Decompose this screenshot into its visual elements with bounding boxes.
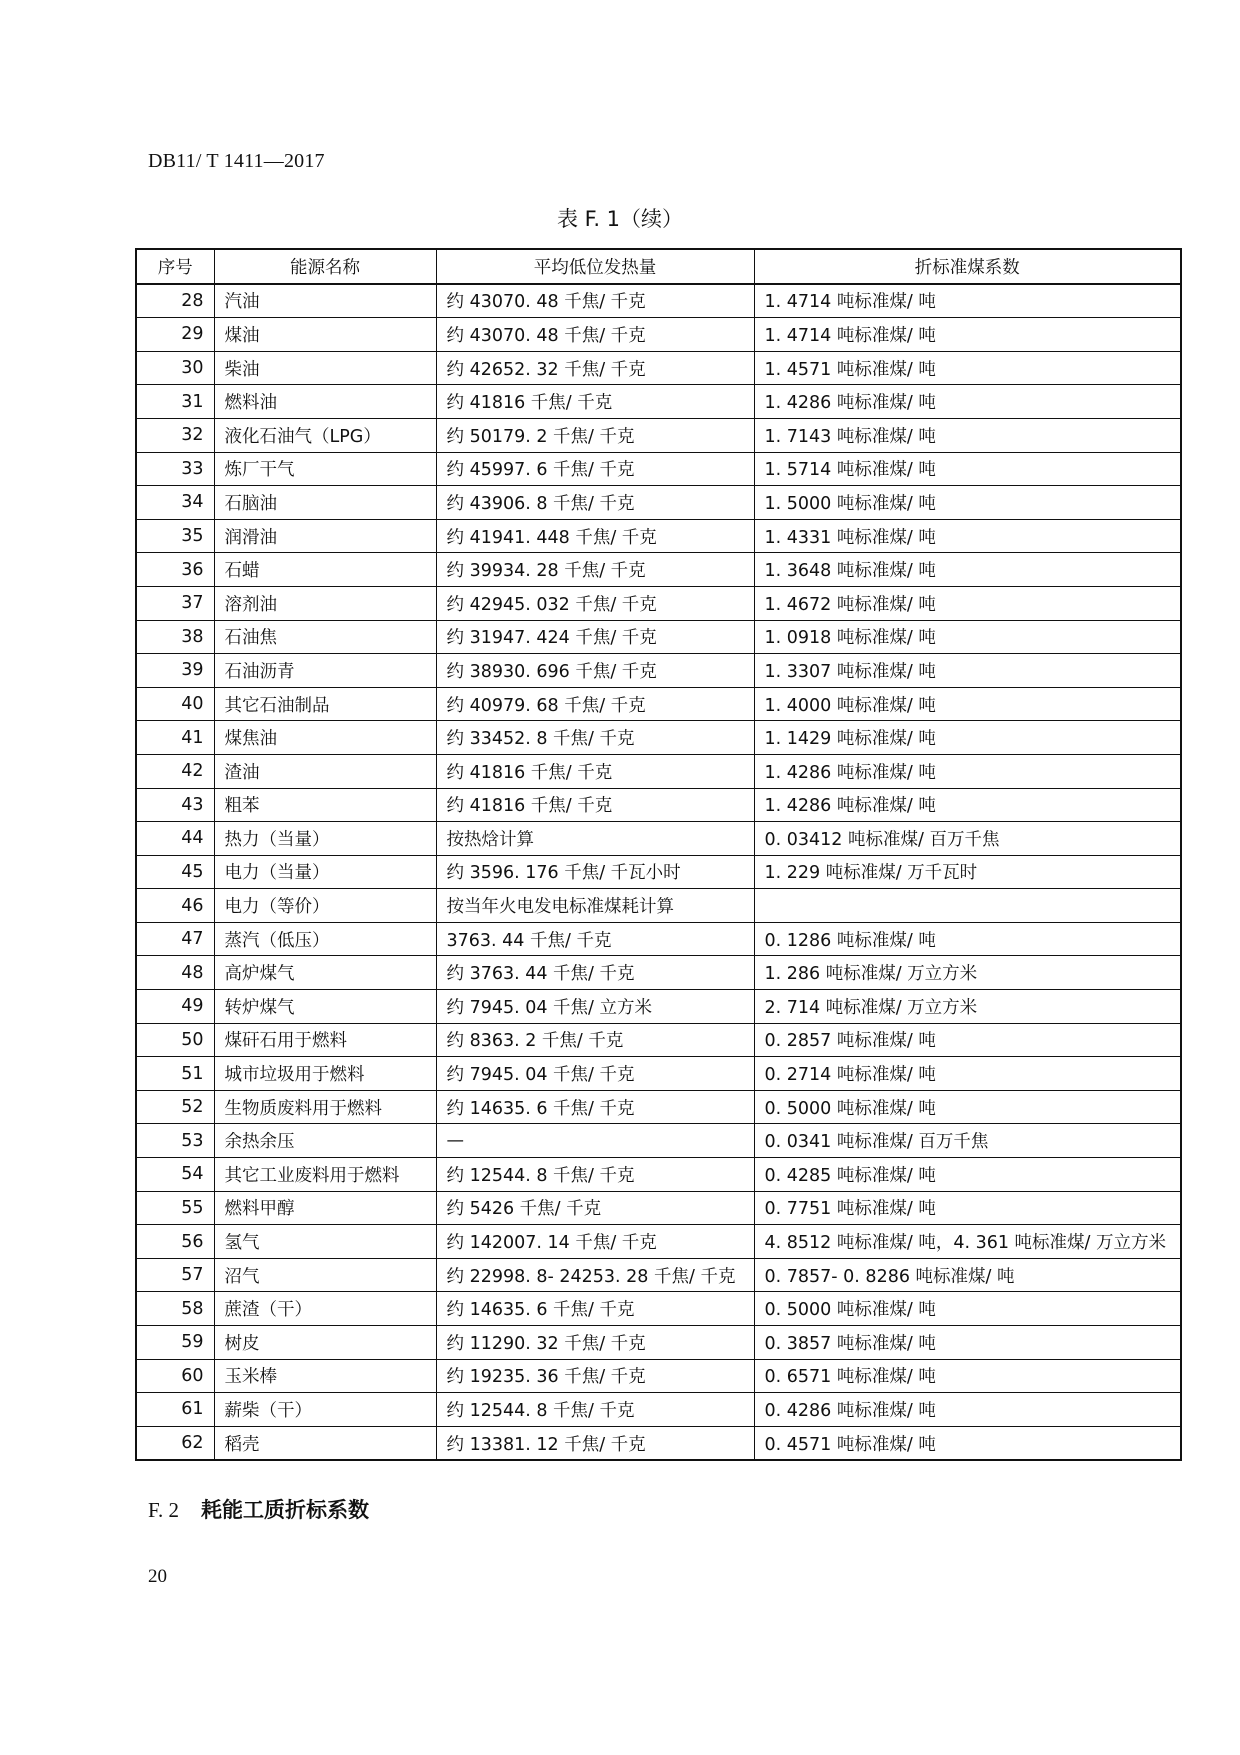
coal-coefficient-cell: 0. 7857- 0. 8286 吨标准煤/ 吨	[754, 1258, 1181, 1292]
table-row	[136, 1292, 1181, 1326]
energy-name-cell: 氢气	[214, 1225, 436, 1259]
table-row	[136, 754, 1181, 788]
table-row	[136, 586, 1181, 620]
coal-coefficient-cell: 1. 0918 吨标准煤/ 吨	[754, 620, 1181, 654]
row-index-cell: 57	[136, 1258, 214, 1292]
section-number: F. 2	[148, 1498, 179, 1522]
energy-conversion-table	[135, 248, 1182, 1461]
table-row	[136, 1258, 1181, 1292]
table-row	[136, 1426, 1181, 1460]
table-row	[136, 990, 1181, 1024]
heat-value-cell: 约 7945. 04 千焦/ 立方米	[436, 990, 754, 1024]
table-title: 表 F. 1（续）	[556, 207, 684, 231]
table-row	[136, 620, 1181, 654]
energy-name-cell: 柴油	[214, 351, 436, 385]
energy-name-cell: 蔗渣（干）	[214, 1292, 436, 1326]
row-index-cell: 44	[136, 822, 214, 856]
coal-coefficient-cell: 1. 4000 吨标准煤/ 吨	[754, 687, 1181, 721]
row-index-cell: 53	[136, 1124, 214, 1158]
heat-value-cell: —	[436, 1124, 754, 1158]
table-row	[136, 318, 1181, 352]
table-row	[136, 1057, 1181, 1091]
coal-coefficient-cell: 1. 3648 吨标准煤/ 吨	[754, 553, 1181, 587]
energy-name-cell: 转炉煤气	[214, 990, 436, 1024]
heat-value-cell: 约 22998. 8- 24253. 28 千焦/ 千克	[436, 1258, 754, 1292]
row-index-cell: 36	[136, 553, 214, 587]
coal-coefficient-cell: 1. 4672 吨标准煤/ 吨	[754, 586, 1181, 620]
heat-value-cell: 约 33452. 8 千焦/ 千克	[436, 721, 754, 755]
table-row	[136, 889, 1181, 923]
heat-value-cell: 约 42652. 32 千焦/ 千克	[436, 351, 754, 385]
heat-value-cell: 约 41941. 448 千焦/ 千克	[436, 519, 754, 553]
row-index-cell: 62	[136, 1426, 214, 1460]
row-index-cell: 28	[136, 284, 214, 318]
row-index-cell: 47	[136, 922, 214, 956]
table-row	[136, 1124, 1181, 1158]
table-row	[136, 553, 1181, 587]
row-index-cell: 39	[136, 654, 214, 688]
coal-coefficient-cell: 0. 0341 吨标准煤/ 百万千焦	[754, 1124, 1181, 1158]
table-row	[136, 452, 1181, 486]
heat-value-cell: 约 43906. 8 千焦/ 千克	[436, 486, 754, 520]
table-body	[136, 284, 1181, 1461]
row-index-cell: 61	[136, 1393, 214, 1427]
heat-value-cell: 约 31947. 424 千焦/ 千克	[436, 620, 754, 654]
row-index-cell: 29	[136, 318, 214, 352]
table-row	[136, 486, 1181, 520]
row-index-cell: 48	[136, 956, 214, 990]
column-header-coal-coefficient: 折标准煤系数	[754, 249, 1181, 284]
energy-name-cell: 沼气	[214, 1258, 436, 1292]
row-index-cell: 31	[136, 385, 214, 419]
row-index-cell: 37	[136, 586, 214, 620]
row-index-cell: 34	[136, 486, 214, 520]
heat-value-cell: 约 43070. 48 千焦/ 千克	[436, 318, 754, 352]
table-row	[136, 519, 1181, 553]
coal-coefficient-cell: 1. 5000 吨标准煤/ 吨	[754, 486, 1181, 520]
document-code: DB11/ T 1411—2017	[148, 150, 325, 172]
row-index-cell: 60	[136, 1359, 214, 1393]
energy-name-cell: 城市垃圾用于燃料	[214, 1057, 436, 1091]
heat-value-cell: 约 8363. 2 千焦/ 千克	[436, 1023, 754, 1057]
heat-value-cell: 约 41816 千焦/ 千克	[436, 385, 754, 419]
table-row	[136, 385, 1181, 419]
coal-coefficient-cell: 0. 4285 吨标准煤/ 吨	[754, 1158, 1181, 1192]
energy-name-cell: 溶剂油	[214, 586, 436, 620]
table-row	[136, 855, 1181, 889]
energy-name-cell: 粗苯	[214, 788, 436, 822]
row-index-cell: 59	[136, 1326, 214, 1360]
energy-name-cell: 煤焦油	[214, 721, 436, 755]
energy-name-cell: 石蜡	[214, 553, 436, 587]
section-title: 耗能工质折标系数	[201, 1498, 369, 1522]
coal-coefficient-cell: 1. 5714 吨标准煤/ 吨	[754, 452, 1181, 486]
heat-value-cell: 约 50179. 2 千焦/ 千克	[436, 418, 754, 452]
table-row	[136, 1225, 1181, 1259]
energy-name-cell: 玉米棒	[214, 1359, 436, 1393]
row-index-cell: 45	[136, 855, 214, 889]
energy-name-cell: 电力（等价）	[214, 889, 436, 923]
heat-value-cell: 约 19235. 36 千焦/ 千克	[436, 1359, 754, 1393]
coal-coefficient-cell: 0. 2714 吨标准煤/ 吨	[754, 1057, 1181, 1091]
row-index-cell: 38	[136, 620, 214, 654]
energy-name-cell: 石脑油	[214, 486, 436, 520]
table-row	[136, 1158, 1181, 1192]
table-row	[136, 1023, 1181, 1057]
coal-coefficient-cell: 0. 2857 吨标准煤/ 吨	[754, 1023, 1181, 1057]
heat-value-cell: 按当年火电发电标准煤耗计算	[436, 889, 754, 923]
energy-name-cell: 汽油	[214, 284, 436, 318]
table-header-row	[136, 249, 1181, 284]
table-row	[136, 788, 1181, 822]
row-index-cell: 30	[136, 351, 214, 385]
energy-name-cell: 其它工业废料用于燃料	[214, 1158, 436, 1192]
energy-name-cell: 热力（当量）	[214, 822, 436, 856]
coal-coefficient-cell: 1. 4571 吨标准煤/ 吨	[754, 351, 1181, 385]
coal-coefficient-cell: 0. 6571 吨标准煤/ 吨	[754, 1359, 1181, 1393]
table-row	[136, 351, 1181, 385]
table-row	[136, 654, 1181, 688]
heat-value-cell: 约 42945. 032 千焦/ 千克	[436, 586, 754, 620]
heat-value-cell: 约 12544. 8 千焦/ 千克	[436, 1393, 754, 1427]
coal-coefficient-cell: 1. 7143 吨标准煤/ 吨	[754, 418, 1181, 452]
table-row	[136, 1359, 1181, 1393]
table-row	[136, 1090, 1181, 1124]
coal-coefficient-cell: 0. 4286 吨标准煤/ 吨	[754, 1393, 1181, 1427]
coal-coefficient-cell: 0. 03412 吨标准煤/ 百万千焦	[754, 822, 1181, 856]
page-number: 20	[148, 1566, 167, 1587]
energy-name-cell: 稻壳	[214, 1426, 436, 1460]
coal-coefficient-cell: 1. 4286 吨标准煤/ 吨	[754, 754, 1181, 788]
energy-name-cell: 高炉煤气	[214, 956, 436, 990]
energy-name-cell: 燃料甲醇	[214, 1191, 436, 1225]
energy-name-cell: 液化石油气（LPG）	[214, 418, 436, 452]
row-index-cell: 41	[136, 721, 214, 755]
coal-coefficient-cell: 1. 4714 吨标准煤/ 吨	[754, 284, 1181, 318]
table-row	[136, 721, 1181, 755]
table-row	[136, 956, 1181, 990]
row-index-cell: 46	[136, 889, 214, 923]
row-index-cell: 54	[136, 1158, 214, 1192]
energy-name-cell: 渣油	[214, 754, 436, 788]
coal-coefficient-cell: 1. 4714 吨标准煤/ 吨	[754, 318, 1181, 352]
row-index-cell: 33	[136, 452, 214, 486]
table-row	[136, 687, 1181, 721]
heat-value-cell: 约 14635. 6 千焦/ 千克	[436, 1090, 754, 1124]
coal-coefficient-cell: 0. 3857 吨标准煤/ 吨	[754, 1326, 1181, 1360]
table-row	[136, 822, 1181, 856]
energy-name-cell: 余热余压	[214, 1124, 436, 1158]
heat-value-cell: 约 3596. 176 千焦/ 千瓦小时	[436, 855, 754, 889]
heat-value-cell: 约 12544. 8 千焦/ 千克	[436, 1158, 754, 1192]
heat-value-cell: 约 39934. 28 千焦/ 千克	[436, 553, 754, 587]
coal-coefficient-cell: 0. 4571 吨标准煤/ 吨	[754, 1426, 1181, 1460]
coal-coefficient-cell: 0. 5000 吨标准煤/ 吨	[754, 1292, 1181, 1326]
row-index-cell: 49	[136, 990, 214, 1024]
coal-coefficient-cell: 4. 8512 吨标准煤/ 吨，4. 361 吨标准煤/ 万立方米	[754, 1225, 1181, 1259]
column-header-index: 序号	[136, 249, 214, 284]
heat-value-cell: 约 5426 千焦/ 千克	[436, 1191, 754, 1225]
heat-value-cell: 约 3763. 44 千焦/ 千克	[436, 956, 754, 990]
heat-value-cell: 约 14635. 6 千焦/ 千克	[436, 1292, 754, 1326]
row-index-cell: 32	[136, 418, 214, 452]
coal-coefficient-cell: 0. 7751 吨标准煤/ 吨	[754, 1191, 1181, 1225]
heat-value-cell: 约 40979. 68 千焦/ 千克	[436, 687, 754, 721]
heat-value-cell: 3763. 44 千焦/ 千克	[436, 922, 754, 956]
coal-coefficient-cell: 1. 229 吨标准煤/ 万千瓦时	[754, 855, 1181, 889]
coal-coefficient-cell: 1. 286 吨标准煤/ 万立方米	[754, 956, 1181, 990]
column-header-energy-name: 能源名称	[214, 249, 436, 284]
row-index-cell: 58	[136, 1292, 214, 1326]
energy-name-cell: 薪柴（干）	[214, 1393, 436, 1427]
table-row	[136, 1326, 1181, 1360]
coal-coefficient-cell	[754, 889, 1181, 923]
energy-name-cell: 润滑油	[214, 519, 436, 553]
energy-name-cell: 树皮	[214, 1326, 436, 1360]
row-index-cell: 42	[136, 754, 214, 788]
coal-coefficient-cell: 1. 1429 吨标准煤/ 吨	[754, 721, 1181, 755]
energy-name-cell: 石油沥青	[214, 654, 436, 688]
table-row	[136, 922, 1181, 956]
heat-value-cell: 约 43070. 48 千焦/ 千克	[436, 284, 754, 318]
energy-name-cell: 炼厂干气	[214, 452, 436, 486]
row-index-cell: 52	[136, 1090, 214, 1124]
heat-value-cell: 约 41816 千焦/ 千克	[436, 788, 754, 822]
heat-value-cell: 约 7945. 04 千焦/ 千克	[436, 1057, 754, 1091]
coal-coefficient-cell: 1. 3307 吨标准煤/ 吨	[754, 654, 1181, 688]
heat-value-cell: 约 13381. 12 千焦/ 千克	[436, 1426, 754, 1460]
column-header-heat-value: 平均低位发热量	[436, 249, 754, 284]
energy-name-cell: 煤油	[214, 318, 436, 352]
table-row	[136, 418, 1181, 452]
row-index-cell: 40	[136, 687, 214, 721]
energy-name-cell: 生物质废料用于燃料	[214, 1090, 436, 1124]
energy-name-cell: 石油焦	[214, 620, 436, 654]
row-index-cell: 56	[136, 1225, 214, 1259]
heat-value-cell: 约 41816 千焦/ 千克	[436, 754, 754, 788]
heat-value-cell: 约 11290. 32 千焦/ 千克	[436, 1326, 754, 1360]
coal-coefficient-cell: 2. 714 吨标准煤/ 万立方米	[754, 990, 1181, 1024]
row-index-cell: 35	[136, 519, 214, 553]
table-row	[136, 1393, 1181, 1427]
row-index-cell: 55	[136, 1191, 214, 1225]
section-heading	[148, 1494, 369, 1524]
heat-value-cell: 按热焓计算	[436, 822, 754, 856]
row-index-cell: 43	[136, 788, 214, 822]
coal-coefficient-cell: 0. 5000 吨标准煤/ 吨	[754, 1090, 1181, 1124]
energy-name-cell: 燃料油	[214, 385, 436, 419]
table-row	[136, 1191, 1181, 1225]
coal-coefficient-cell: 1. 4286 吨标准煤/ 吨	[754, 788, 1181, 822]
coal-coefficient-cell: 1. 4286 吨标准煤/ 吨	[754, 385, 1181, 419]
energy-name-cell: 蒸汽（低压）	[214, 922, 436, 956]
coal-coefficient-cell: 1. 4331 吨标准煤/ 吨	[754, 519, 1181, 553]
heat-value-cell: 约 45997. 6 千焦/ 千克	[436, 452, 754, 486]
table-row	[136, 284, 1181, 318]
heat-value-cell: 约 38930. 696 千焦/ 千克	[436, 654, 754, 688]
heat-value-cell: 约 142007. 14 千焦/ 千克	[436, 1225, 754, 1259]
row-index-cell: 51	[136, 1057, 214, 1091]
energy-name-cell: 其它石油制品	[214, 687, 436, 721]
energy-name-cell: 电力（当量）	[214, 855, 436, 889]
coal-coefficient-cell: 0. 1286 吨标准煤/ 吨	[754, 922, 1181, 956]
energy-name-cell: 煤矸石用于燃料	[214, 1023, 436, 1057]
row-index-cell: 50	[136, 1023, 214, 1057]
